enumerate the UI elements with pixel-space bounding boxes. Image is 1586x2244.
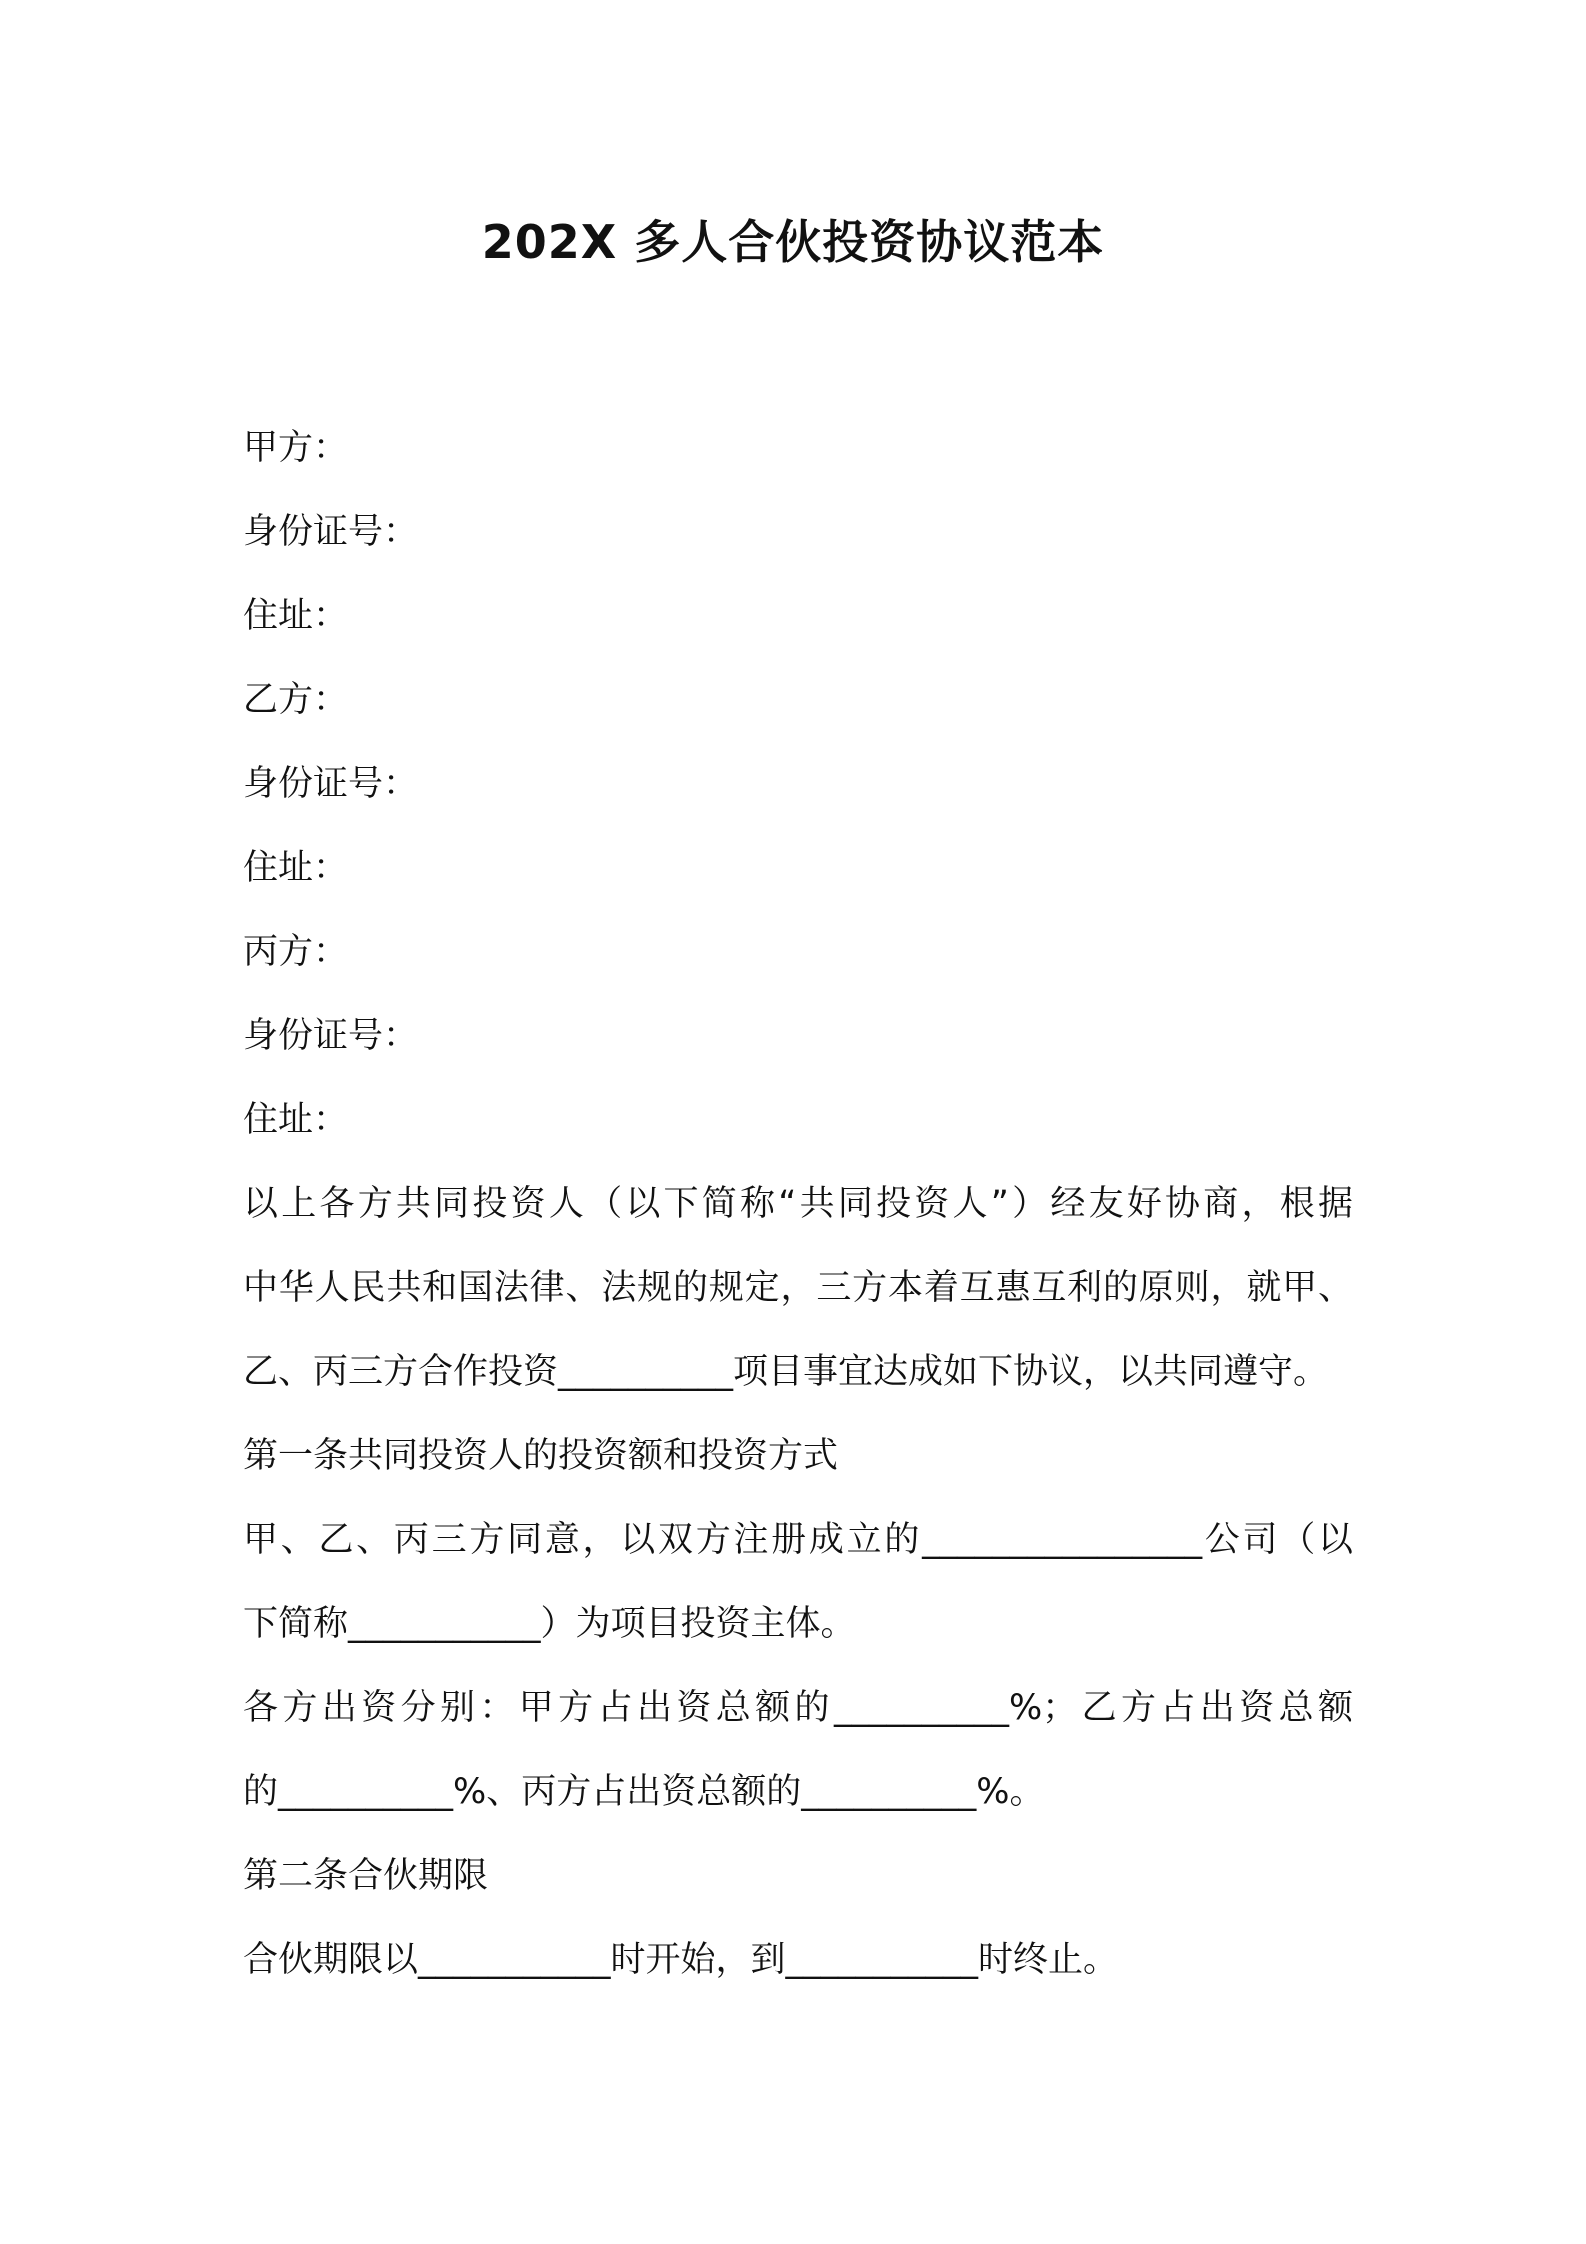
document-title: 202X 多人合伙投资协议范本 xyxy=(481,215,1105,269)
contribution-line-1: 各方出资分别：甲方占出资总额的__________%；乙方占出资总额 xyxy=(243,1688,1353,1728)
party-a-id-label: 身份证号： xyxy=(243,512,419,552)
preamble-line-3: 乙、丙三方合作投资__________项目事宜达成如下协议，以共同遵守。 xyxy=(243,1352,1329,1392)
preamble-line-2: 中华人民共和国法律、法规的规定，三方本着互惠互利的原则，就甲、 xyxy=(243,1268,1353,1308)
party-c-label: 丙方： xyxy=(243,932,349,972)
article-2-text: 合伙期限以___________时开始，到___________时终止。 xyxy=(243,1940,1119,1980)
contribution-line-2: 的__________%、丙方占出资总额的__________%。 xyxy=(243,1772,1045,1812)
article-1-text-line-2: 下简称___________）为项目投资主体。 xyxy=(243,1604,856,1644)
party-a-label: 甲方： xyxy=(243,428,349,468)
article-1-text-line-1: 甲、乙、丙三方同意，以双方注册成立的________________公司（以 xyxy=(243,1520,1353,1560)
party-c-id-label: 身份证号： xyxy=(243,1016,419,1056)
article-2-heading: 第二条合伙期限 xyxy=(243,1856,489,1896)
party-b-label: 乙方： xyxy=(243,680,349,720)
party-b-address-label: 住址： xyxy=(243,848,349,888)
party-c-address-label: 住址： xyxy=(243,1100,349,1140)
document-body xyxy=(243,406,1353,2002)
article-1-heading: 第一条共同投资人的投资额和投资方式 xyxy=(243,1436,839,1476)
party-a-address-label: 住址： xyxy=(243,596,349,636)
party-b-id-label: 身份证号： xyxy=(243,764,419,804)
preamble-line-1: 以上各方共同投资人（以下简称“共同投资人”）经友好协商，根据 xyxy=(243,1184,1353,1224)
